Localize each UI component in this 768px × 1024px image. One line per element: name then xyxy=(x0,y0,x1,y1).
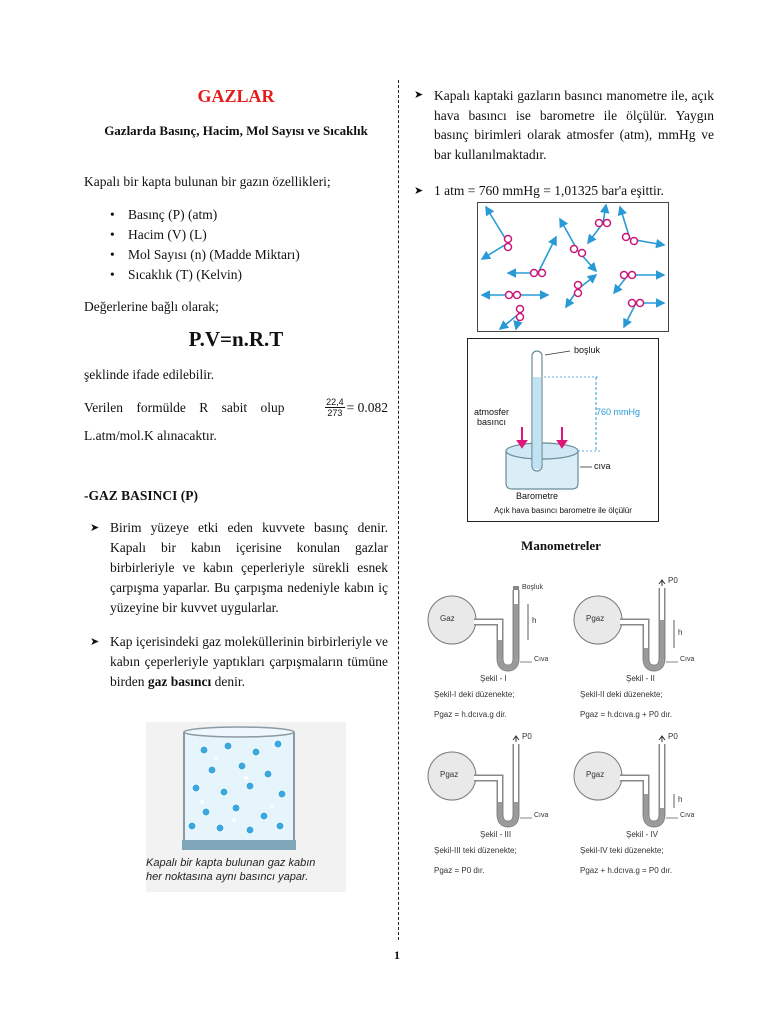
manometer-figure-name: Şekil - II xyxy=(626,674,655,683)
manometer-h-label: h xyxy=(678,795,683,804)
measure-bullet-1: ➤ Kapalı kaptaki gazların basıncı manometre ile, açık hava basıncı ise barometre ile ölçülür. Yaygın basınç birimleri olarak atmosfer (atm), mmHg ve bar kullanılmaktadır. xyxy=(414,88,714,162)
manometer-figure-name: Şekil - III xyxy=(480,830,512,839)
barometer-label: Barometre xyxy=(516,491,559,501)
property-list xyxy=(110,205,388,285)
page-title: GAZLAR xyxy=(197,86,275,106)
manometer-panel xyxy=(424,734,564,884)
measure-bullet-2: ➤ 1 atm = 760 mmHg = 1,01325 bar'a eşittir. xyxy=(434,181,724,201)
list-item: • Basınç (P) (atm) xyxy=(110,207,218,222)
section-heading: -GAZ BASINCI (P) xyxy=(84,488,199,503)
barometer-figure xyxy=(467,338,659,522)
beaker-caption: Kapalı bir kapta bulunan gaz kabın her noktasına aynı basıncı yapar. xyxy=(146,857,316,883)
manometer-panel xyxy=(570,578,710,728)
barometer-bosluk-label: boşluk xyxy=(574,345,601,355)
manometer-description: Şekil-IV teki düzenekte; xyxy=(580,846,664,855)
r-constant-line xyxy=(84,397,388,418)
manometer-top-label: Boşluk xyxy=(522,584,544,591)
manometer-h-label: h xyxy=(532,616,537,625)
barometer-atm-label: atmosfer basıncı xyxy=(474,407,510,427)
manometer-p0-label: P0 xyxy=(668,576,678,585)
manometer-p0-label: P0 xyxy=(522,732,532,741)
molecule-collision-figure xyxy=(477,202,669,332)
manometer-equation: Pgaz = h.dcıva.g + P0 dır. xyxy=(580,710,673,719)
intro-text: Kapalı bir kapta bulunan bir gazın özellikleri; xyxy=(84,174,331,189)
manometers-title: Manometreler xyxy=(521,538,601,553)
manometer-equation: Pgaz + h.dcıva.g = P0 dır. xyxy=(580,866,673,875)
manometer-description: Şekil-I deki düzenekte; xyxy=(434,690,515,699)
manometer-gas-label: Pgaz xyxy=(586,770,605,779)
page-subtitle: Gazlarda Basınç, Hacim, Mol Sayısı ve Sıcaklık xyxy=(104,123,368,138)
list-item: • Hacim (V) (L) xyxy=(110,227,207,242)
manometer-gas-label: Pgaz xyxy=(440,770,459,779)
arrow-bullet-icon: ➤ xyxy=(90,522,100,534)
manometer-description: Şekil-III teki düzenekte; xyxy=(434,846,517,855)
arrow-bullet-icon: ➤ xyxy=(414,89,424,101)
list-item: • Mol Sayısı (n) (Madde Miktarı) xyxy=(110,247,300,262)
pressure-bullet-1: ➤ Birim yüzeye etki eden kuvvete basınç denir. Kapalı bir kabın içerisine konulan gazlar birbirleriyle ve kabın çeperleriyle sürekli esnek çarpışma yaparlar. Bu çarpışma nedeniyle kabın iç yüzeyine bir kuvvet uygularlar. xyxy=(90,520,388,615)
manometer-gas-label: Gaz xyxy=(440,614,455,623)
molecule-collision-illustration xyxy=(478,203,668,331)
manometer-illustration xyxy=(570,578,710,678)
ideal-gas-formula: P.V=n.R.T xyxy=(188,327,284,351)
barometer-civa-label: cıva xyxy=(594,461,611,471)
beaker-figure xyxy=(146,722,346,892)
manometer-illustration xyxy=(424,578,564,678)
manometers-figure xyxy=(424,578,710,888)
arrow-bullet-icon: ➤ xyxy=(414,185,424,197)
depends-text: Değerlerine bağlı olarak; xyxy=(84,299,219,314)
barometer-mmhg-label: 760 mmHg xyxy=(596,407,641,417)
manometer-civa-label: Cıva xyxy=(534,812,549,819)
arrow-bullet-icon: ➤ xyxy=(90,636,100,648)
manometer-equation: Pgaz = h.dcıva.g dir. xyxy=(434,710,507,719)
barometer-illustration xyxy=(468,339,658,521)
r-text-pre: Verilen formülde R sabit olup xyxy=(84,399,285,415)
pressure-bullet-2: ➤ Kap içerisindeki gaz moleküllerinin birbirleriyle ve kabın çeperleriyle yaptıkları çarpışmaların tümüne birden gaz basıncı denir. xyxy=(90,634,388,689)
list-item: • Sıcaklık (T) (Kelvin) xyxy=(110,267,242,282)
manometer-h-label: h xyxy=(678,628,683,637)
manometer-panel xyxy=(424,578,564,728)
r-text-line2: L.atm/mol.K alınacaktır. xyxy=(84,428,217,443)
expressed-text: şeklinde ifade edilebilir. xyxy=(84,367,215,382)
manometer-gas-label: Pgaz xyxy=(586,614,605,623)
manometer-panel xyxy=(570,734,710,884)
manometer-civa-label: Cıva xyxy=(680,656,695,663)
column-divider xyxy=(398,80,399,940)
manometer-figure-name: Şekil - IV xyxy=(626,830,659,839)
barometer-caption: Açık hava basıncı barometre ile ölçülür xyxy=(494,506,632,515)
manometer-p0-label: P0 xyxy=(668,732,678,741)
manometer-figure-name: Şekil - I xyxy=(480,674,507,683)
manometer-civa-label: Cıva xyxy=(534,656,549,663)
manometer-equation: Pgaz = P0 dır. xyxy=(434,866,485,875)
manometer-civa-label: Cıva xyxy=(680,812,695,819)
page-number: 1 xyxy=(394,948,400,962)
r-fraction: $\frac{22,4}{273}$ xyxy=(326,397,344,418)
r-text-post: = 0.082 xyxy=(346,399,388,415)
manometer-illustration xyxy=(424,734,564,834)
manometer-description: Şekil-II deki düzenekte; xyxy=(580,690,663,699)
manometer-illustration xyxy=(570,734,710,834)
